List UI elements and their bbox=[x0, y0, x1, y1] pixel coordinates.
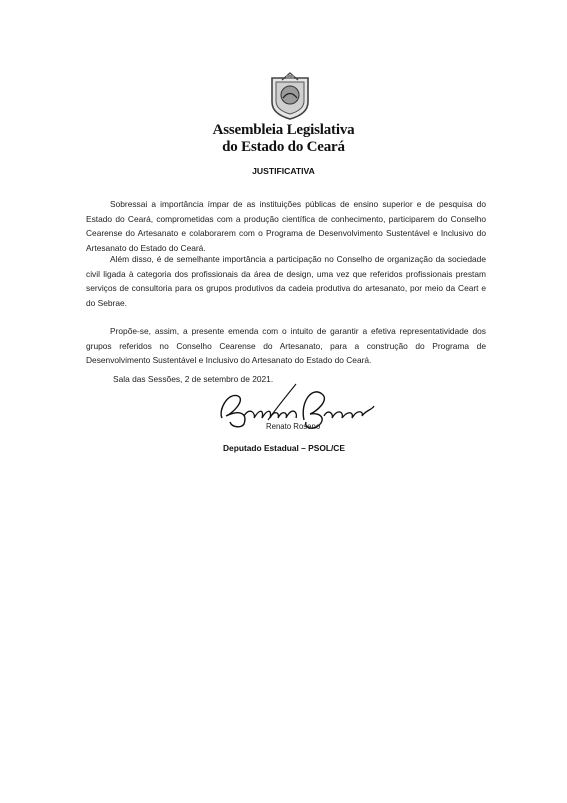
paragraph-1: Sobressai a importância ímpar de as instituições públicas de ensino superior e de pesquisa do Estado do Ceará, comprometidas com a produção científica de conhecimento, participarem do Conselho Cearense do Artesanato e colaborarem com o Programa de Desenvolvimento Sustentável e Inclusivo do Artesanato do Estado do Ceará. bbox=[86, 199, 486, 253]
place-and-date: Sala das Sessões, 2 de setembro de 2021. bbox=[113, 374, 274, 384]
document-title: JUSTIFICATIVA bbox=[252, 166, 315, 176]
state-coat-of-arms-seal bbox=[268, 72, 312, 120]
institution-name-line-2: do Estado do Ceará bbox=[222, 139, 345, 155]
signer-role: Deputado Estadual – PSOL/CE bbox=[223, 443, 345, 453]
paragraph-2: Além disso, é de semelhante importância a participação no Conselho de organização da sociedade civil ligada à categoria dos profissionais da área de design, uma vez que referidos profissionais prestam serviços de consultoria para os grupos produtivos da cadeia produtiva do artesanato, por meio da Ceart e do Sebrae. bbox=[86, 254, 486, 308]
signer-name: Renato Roseno bbox=[266, 422, 321, 431]
paragraph-3: Propõe-se, assim, a presente emenda com o intuito de garantir a efetiva representatividade dos grupos referidos no Conselho Cearense do Artesanato, para a construção do Programa de Desenvolvimento Sustentável e Inclusivo do Artesanato do Estado do Ceará. bbox=[86, 326, 486, 366]
institution-name-line-1: Assembleia Legislativa bbox=[212, 122, 355, 138]
